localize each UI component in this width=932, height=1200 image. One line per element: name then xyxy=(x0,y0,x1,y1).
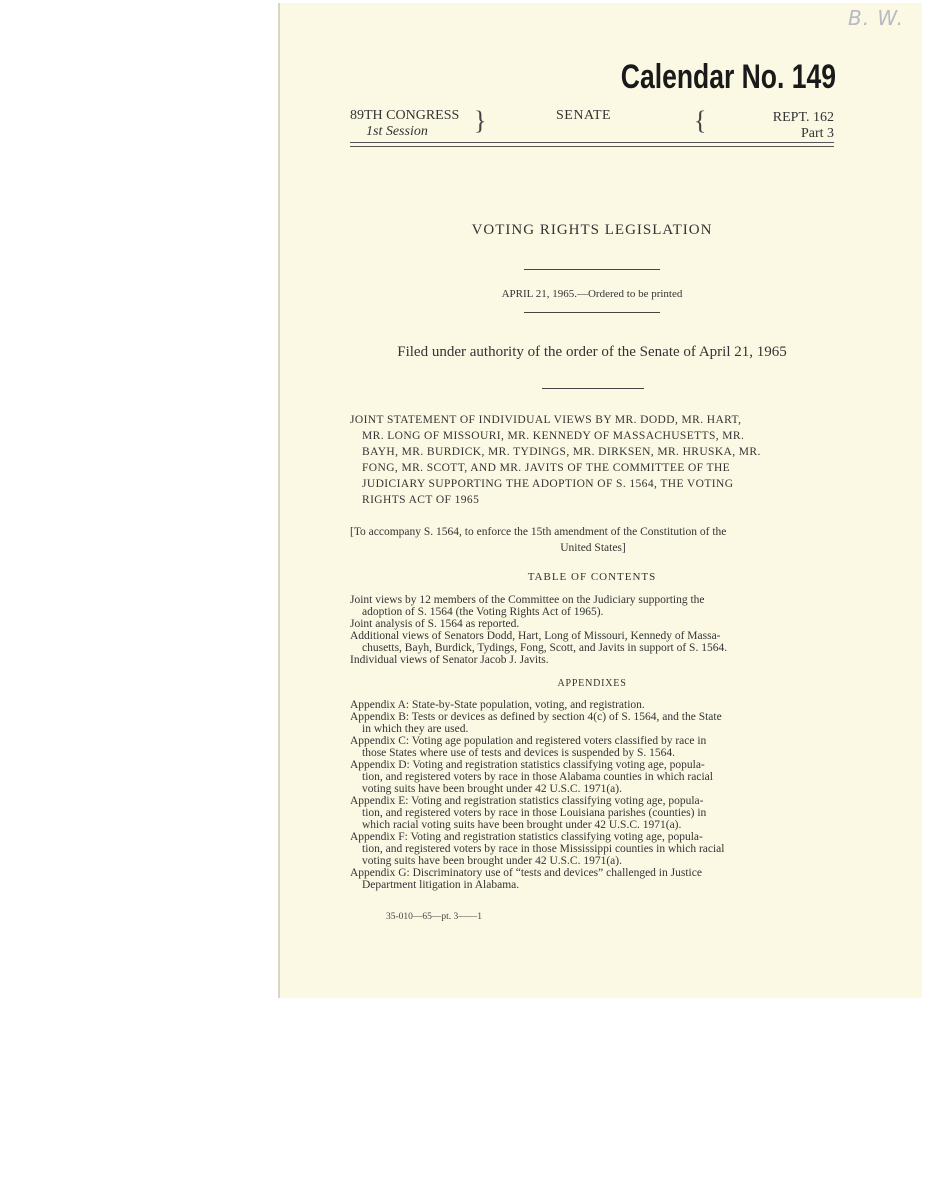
appendix-line: Appendix E: Voting and registration statistics classifying voting age, popula- xyxy=(350,795,704,807)
appendix-line: voting suits have been brought under 42 U.S.C. 1971(a). xyxy=(362,783,622,795)
appendix-line: those States where use of tests and devices is suspended by S. 1564. xyxy=(362,747,676,759)
appendix-line: tion, and registered voters by race in those Mississippi counties in which racial xyxy=(362,843,725,855)
toc-line: adoption of S. 1564 (the Voting Rights Act of 1965). xyxy=(362,606,604,618)
congress-label: 89TH CONGRESS xyxy=(350,108,460,123)
appendix-line: tion, and registered voters by race in those Louisiana parishes (counties) in xyxy=(362,807,707,819)
appendix-line: Appendix G: Discriminatory use of “tests and devices” challenged in Justice xyxy=(350,867,702,879)
left-brace: { xyxy=(694,106,707,135)
joint-statement-line: BAYH, MR. BURDICK, MR. TYDINGS, MR. DIRKSEN, MR. HRUSKA, MR. xyxy=(362,446,761,458)
appendix-line: Appendix C: Voting age population and registered voters classified by race in xyxy=(350,735,707,747)
ordered-printed: APRIL 21, 1965.—Ordered to be printed xyxy=(501,288,683,300)
joint-statement-line: FONG, MR. SCOTT, AND MR. JAVITS OF THE COMMITTEE OF THE xyxy=(362,462,731,474)
accompany-line: [To accompany S. 1564, to enforce the 15th amendment of the Constitution of the xyxy=(350,526,727,538)
joint-statement-line: JUDICIARY SUPPORTING THE ADOPTION OF S. 1564, THE VOTING xyxy=(362,478,734,490)
divider xyxy=(524,269,660,270)
appendix-line: voting suits have been brought under 42 U.S.C. 1971(a). xyxy=(362,855,622,867)
accompany-note xyxy=(350,524,836,556)
appendices-title: APPENDIXES xyxy=(557,678,627,689)
filed-authority: Filed under authority of the order of the Senate of April 21, 1965 xyxy=(397,344,787,360)
toc-line: chusetts, Bayh, Burdick, Tydings, Fong, Scott, and Javits in support of S. 1564. xyxy=(362,642,728,654)
toc-line: Individual views of Senator Jacob J. Javits. xyxy=(350,654,549,666)
report-number: REPT. 162 xyxy=(772,110,834,125)
appendix-line: Appendix A: State-by-State population, voting, and registration. xyxy=(350,699,645,711)
joint-statement-heading xyxy=(350,412,836,508)
appendix-line: Appendix D: Voting and registration statistics classifying voting age, popula- xyxy=(350,759,705,771)
appendix-line: Appendix B: Tests or devices as defined by section 4(c) of S. 1564, and the State xyxy=(350,711,722,723)
calendar-number: Calendar No. 149 xyxy=(620,58,836,96)
right-brace: } xyxy=(474,106,487,135)
document-title: VOTING RIGHTS LEGISLATION xyxy=(471,222,713,238)
appendix-line: in which they are used. xyxy=(362,723,469,735)
toc-title: TABLE OF CONTENTS xyxy=(527,571,657,583)
chamber-label: SENATE xyxy=(556,108,612,123)
print-code: 35-010—65—pt. 3——1 xyxy=(386,912,483,922)
header-rule xyxy=(350,142,834,147)
joint-statement-line: MR. LONG OF MISSOURI, MR. KENNEDY OF MASSACHUSETTS, MR. xyxy=(362,430,745,442)
toc-line: Joint analysis of S. 1564 as reported. xyxy=(350,618,520,630)
table-of-contents xyxy=(350,594,836,666)
divider xyxy=(524,312,660,313)
appendix-line: Appendix F: Voting and registration statistics classifying voting age, popula- xyxy=(350,831,703,843)
appendices-list xyxy=(350,699,836,891)
joint-statement-line: JOINT STATEMENT OF INDIVIDUAL VIEWS BY MR. DODD, MR. HART, xyxy=(350,414,742,426)
handwritten-initials: B. W. xyxy=(848,6,904,30)
divider xyxy=(542,388,644,389)
report-part: Part 3 xyxy=(800,126,834,141)
appendix-line: tion, and registered voters by race in those Alabama counties in which racial xyxy=(362,771,713,783)
toc-line: Joint views by 12 members of the Committee on the Judiciary supporting the xyxy=(350,594,705,606)
session-label: 1st Session xyxy=(366,124,428,139)
joint-statement-line: RIGHTS ACT OF 1965 xyxy=(362,494,480,506)
toc-line: Additional views of Senators Dodd, Hart, Long of Missouri, Kennedy of Massa- xyxy=(350,630,721,642)
appendix-line: Department litigation in Alabama. xyxy=(362,879,520,891)
accompany-line: United States] xyxy=(560,542,626,554)
appendix-line: which racial voting suits have been brought under 42 U.S.C. 1971(a). xyxy=(362,819,682,831)
